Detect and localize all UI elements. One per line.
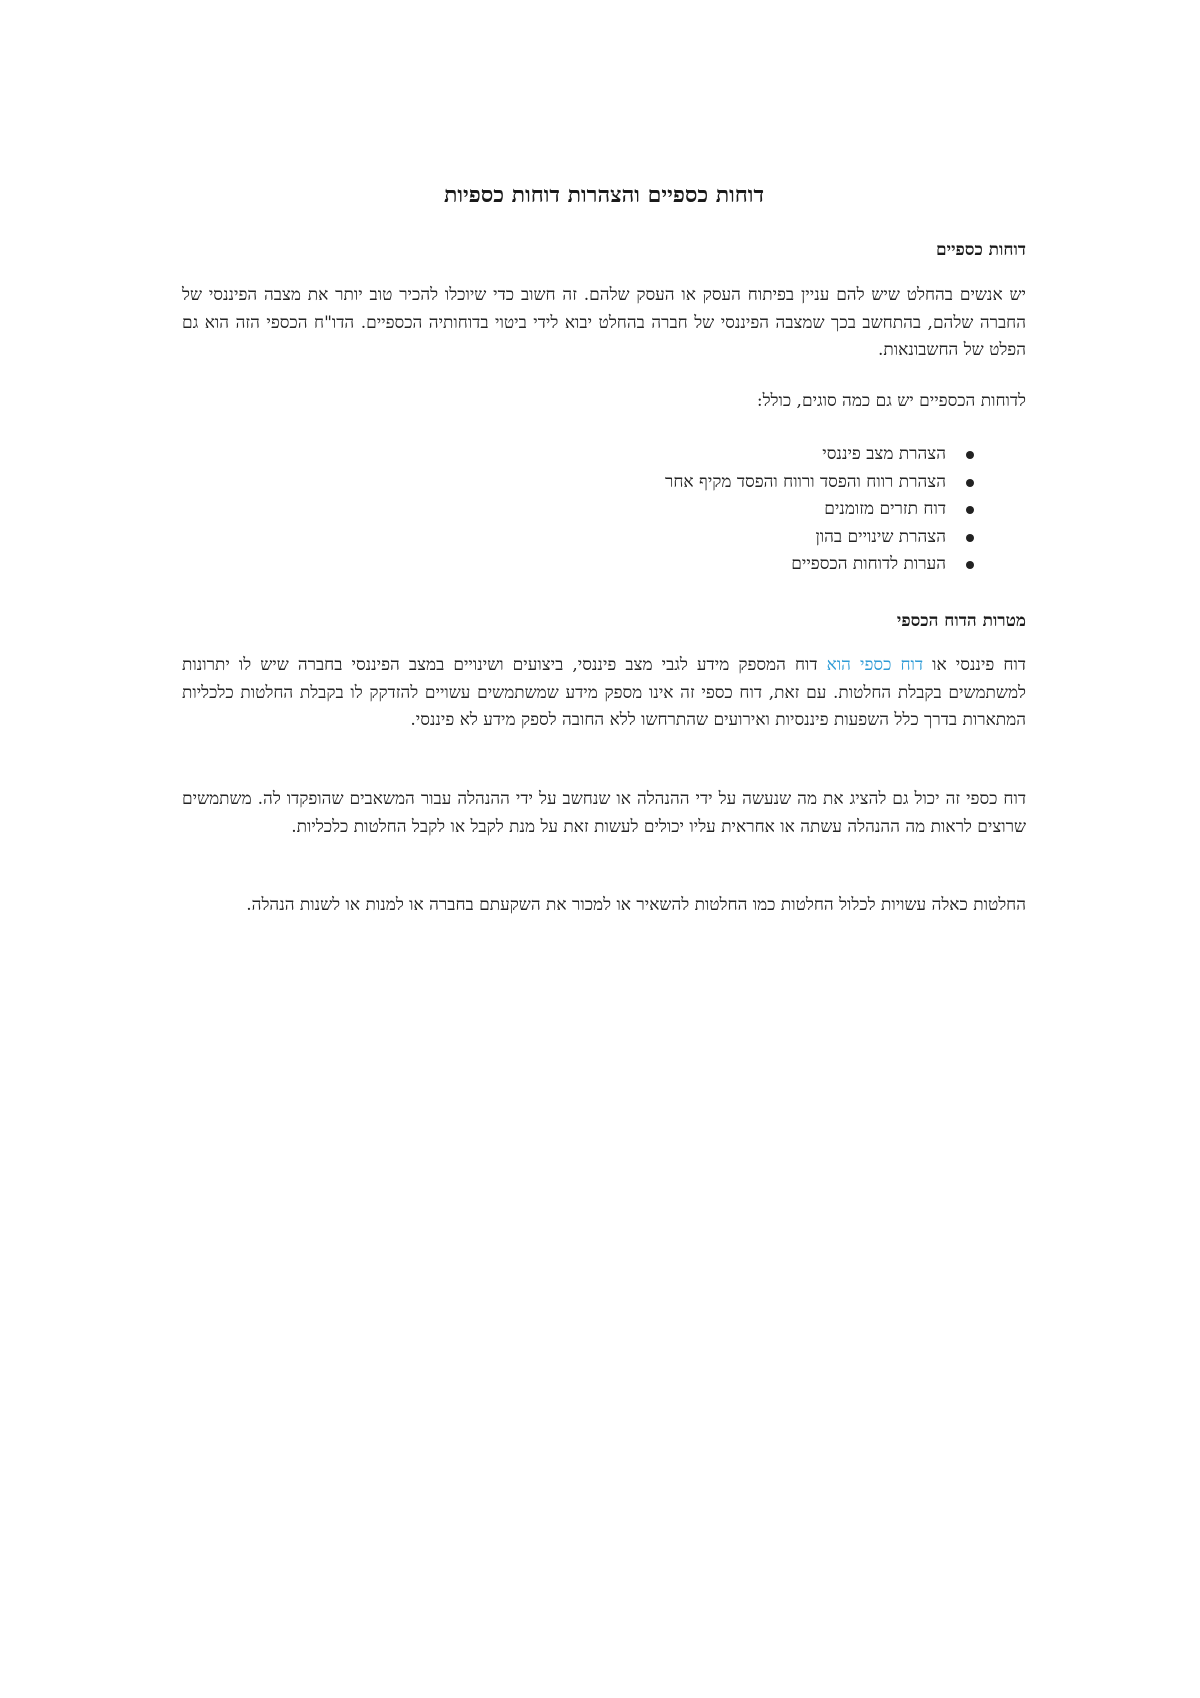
paragraph-text-start: דוח פיננסי או (923, 655, 1026, 675)
list-item (182, 524, 1026, 552)
list-item (182, 551, 1026, 579)
financial-report-link[interactable]: דוח כספי הוא (826, 655, 924, 675)
bullet-icon (966, 479, 974, 487)
goals-paragraph-3: החלטות כאלה עשויות לכלול החלטות כמו החלטות להשאיר או למכור את השקעתם בחברה או למנות או לשנות הנהלה. (246, 895, 1026, 915)
list-item-label: הצהרת רווח והפסד ורווח והפסד מקיף אחר (665, 471, 946, 492)
bullet-icon (966, 506, 974, 514)
list-item-label: הצהרת מצב פיננסי (822, 444, 946, 464)
intro-paragraph: יש אנשים בהחלט שיש להם עניין בפיתוח העסק או העסק שלהם. זה חשוב כדי שיוכלו להכיר טוב יותר את מצבה הפיננסי של החברה שלהם, בהתחשב בכך שמצבה הפיננסי של חברה בהחלט יבוא לידי ביטוי בדוחותיה הכספיים. הדו"ח הכספי הזה הוא גם הפלט של החשבונאות. (182, 285, 1026, 360)
bullet-icon (966, 451, 974, 459)
list-item-label: הצהרת שינויים בהון (815, 526, 946, 547)
list-intro: לדוחות הכספיים יש גם כמה סוגים, כולל: (756, 391, 1026, 411)
bullet-icon (966, 561, 974, 569)
list-item-label: הערות לדוחות הכספיים (791, 554, 946, 575)
statement-types-list (182, 441, 1026, 579)
goals-paragraph-1 (182, 652, 1026, 735)
bullet-icon (966, 534, 974, 542)
section-heading-report-goals: מטרות הדוח הכספי (896, 611, 1026, 631)
list-item-label: דוח תזרים מזומנים (824, 499, 946, 520)
section-heading-financial-statements: דוחות כספיים (936, 240, 1026, 260)
document-title: דוחות כספיים והצהרות דוחות כספיות (443, 182, 765, 208)
list-item (182, 496, 1026, 524)
list-item (182, 469, 1026, 497)
list-item (182, 441, 1026, 469)
paragraph-text-end: דוח המספק מידע לגבי מצב פיננסי, ביצועים ושינויים במצב הפיננסי בחברה שיש לו יתרונות למשתמשים בקבלת החלטות. עם זאת, דוח כספי זה אינו מספק מידע שמשתמשים עשויים להזדקק לו בקבלת החלטות כלכליות המתארות בדרך כלל השפעות פיננסיות ואירועים שהתרחשו ללא החובה לספק מידע לא פיננסי. (182, 655, 1026, 730)
goals-paragraph-2: דוח כספי זה יכול גם להציג את מה שנעשה על ידי ההנהלה או שנחשב על ידי ההנהלה עבור המשאבים שהופקדו לה. משתמשים שרוצים לראות מה ההנהלה עשתה או אחראית עליו יכולים לעשות זאת על מנת לקבל או לקבל החלטות כלכליות. (182, 789, 1026, 837)
